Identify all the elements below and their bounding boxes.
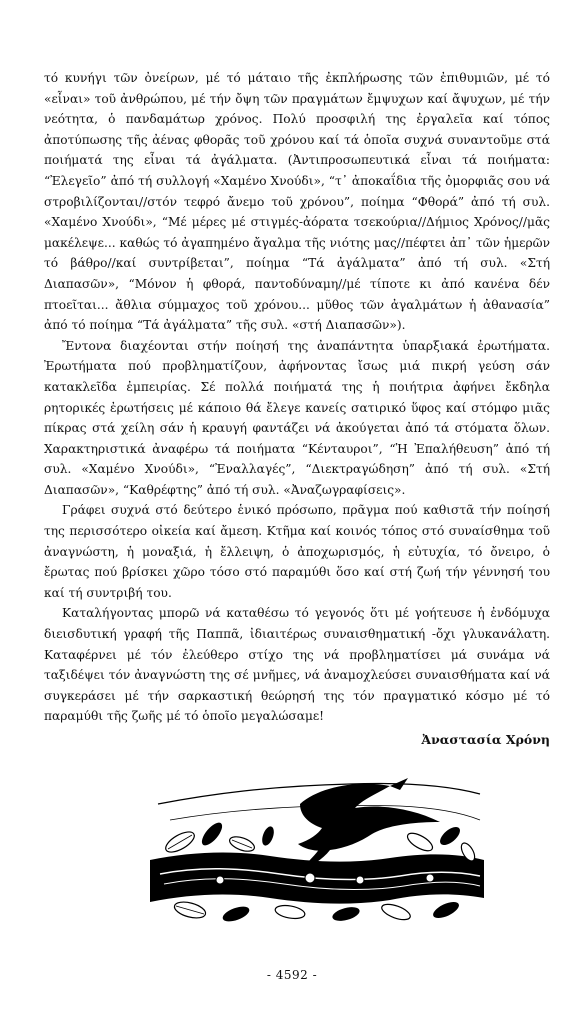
paragraph-3: Γράφει συχνά στό δεύτερο ἑνικό πρόσωπο, πρᾶγμα πού καθιστᾶ τήν ποίησή της περισσότερο οἰκεία καί ἄμεση. Κτῆμα καί κοινός τόπος στό συναίσθημα τοῦ ἀναγνώστη, ἡ μοναξιά, ἡ ἔλλειψη, ὁ ἀποχωρισμός, ἡ εὐτυχία, τό ὄνειρο, ὁ ἔρωτας πού βρίσκει χῶρο τόσο στό παραμύθι ὅσο καί στή ζωή τήν γέννησή του καί τή συντριβή του.: [44, 503, 550, 600]
page-number: - 4592 -: [266, 968, 318, 982]
paragraph-2: Ἔντονα διαχέονται στήν ποίησή της ἀναπάντητα ὑπαρξιακά ἐρωτήματα. Ἐρωτήματα πού προβληματίζουν, ἀφήνοντας ἴσως μιά πικρή γεύση σάν κατακλεῖδα ἐμπειρίας. Σέ πολλά ποιήματά της ἡ ποιήτρια ἀφήνει ἔκδηλα ρητορικές ἐρωτήσεις μέ κάποιο θά ἔλεγε κανείς σατιρικό ὕφος καί στόμφο μιᾶς πίκρας στά χείλη σάν ἡ κραυγή φαντάζει νά ἀκούγεται ἀπό τά στόματα ὅλων. Χαρακτηριστικά ἀναφέρω τά ποιήματα “Κένταυροι”, “Ἡ Ἐπαλήθευση” ἀπό τή συλ. «Χαμένο Χνούδι», “Ἐναλλαγές”, “Διεκτραγώδηση” ἀπό τή συλ. «Στή Διαπασῶν», “Καθρέφτης” ἀπό τή συλ. «Ἀναζωγραφίσεις».: [44, 338, 550, 497]
paragraph-1: τό κυνήγι τῶν ὀνείρων, μέ τό μάταιο τῆς ἐκπλήρωσης τῶν ἐπιθυμιῶν, μέ τό «εἶναι» τοῦ ἀνθρώπου, μέ τήν ὄψη τῶν πραγμάτων ἔμψυχων καί ἄψυχων, μέ τήν νεότητα, ὁ πανδαμάτωρ χρόνος. Πολύ προσφιλή της ἐργαλεῖα καί τόπος ἀποτύπωσης τῆς ἀένας φθορᾶς τοῦ χρόνου καί τά ὁποῖα συχνά συναντοῦμε στά ποιήματά της εἶναι τά ἀγάλματα. (Ἀντιπροσωπευτικά εἶναι τά ποιήματα: “Ἐλεγεῖο” ἀπό τή συλλογή «Χαμένο Χνούδι», “τ᾽ ἀποκαΐδια τῆς ὀμορφιᾶς σου νά στροβιλίζονται//στόν τεφρό ἄνεμο τοῦ χρόνου”, ποίημα “Φθορά” ἀπό τή συλ. «Χαμένο Χνούδι», “Μέ μέρες μέ στιγμές-ἀόρατα τσεκούρια//Δήμιος Χρόνος//μᾶς μακέλεψε... καθώς τό ἀγαπημένο ἄγαλμα τῆς νιότης μας//πέφτει ἀπ᾽ τῶν ἡμερῶν τό βάθρο//καί συντρίβεται”, ποίημα “Τά ἀγάλματα” ἀπό τή συλ. «Στή Διαπασῶν», “Μόνον ἡ φθορά, παντοδύναμη//μέ τίποτε κι ἀπό κανένα δέν πτοεῖται... ἄθλια σύμμαχος τοῦ χρόνου... μῦθος τῶν ἀγαλμάτων ἡ ἀθανασία” ἀπό τό ποίημα “Τά ἀγάλματα” τῆς συλ. «στή Διαπασῶν»).: [44, 71, 550, 333]
bird-leaves-illustration: [150, 764, 484, 938]
author-signature: Ἀναστασία Χρόνη: [421, 732, 550, 747]
article-body: [44, 68, 550, 751]
paragraph-4: Καταλήγοντας μπορῶ νά καταθέσω τό γεγονός ὅτι μέ γοήτευσε ἡ ἐνδόμυχα διεισδυτική γραφή τῆς Παππᾶ, ἰδιαιτέρως συναισθηματική -ὄχι γλυκανάλατη. Καταφέρνει μέ τόν ἐλεύθερο στίχο της νά προβληματίσει μά συνάμα νά ταξιδέψει τόν ἀναγνώστη της σέ μνῆμες, νά ἀναμοχλεύσει συναισθήματα καί νά συγκεράσει μέ τήν σαρκαστική θεώρησή της τόν πραγματικό κόσμο μέ τό παραμύθι τῆς ζωῆς μέ τό ὁποῖο μεγαλώσαμε!: [44, 606, 550, 724]
